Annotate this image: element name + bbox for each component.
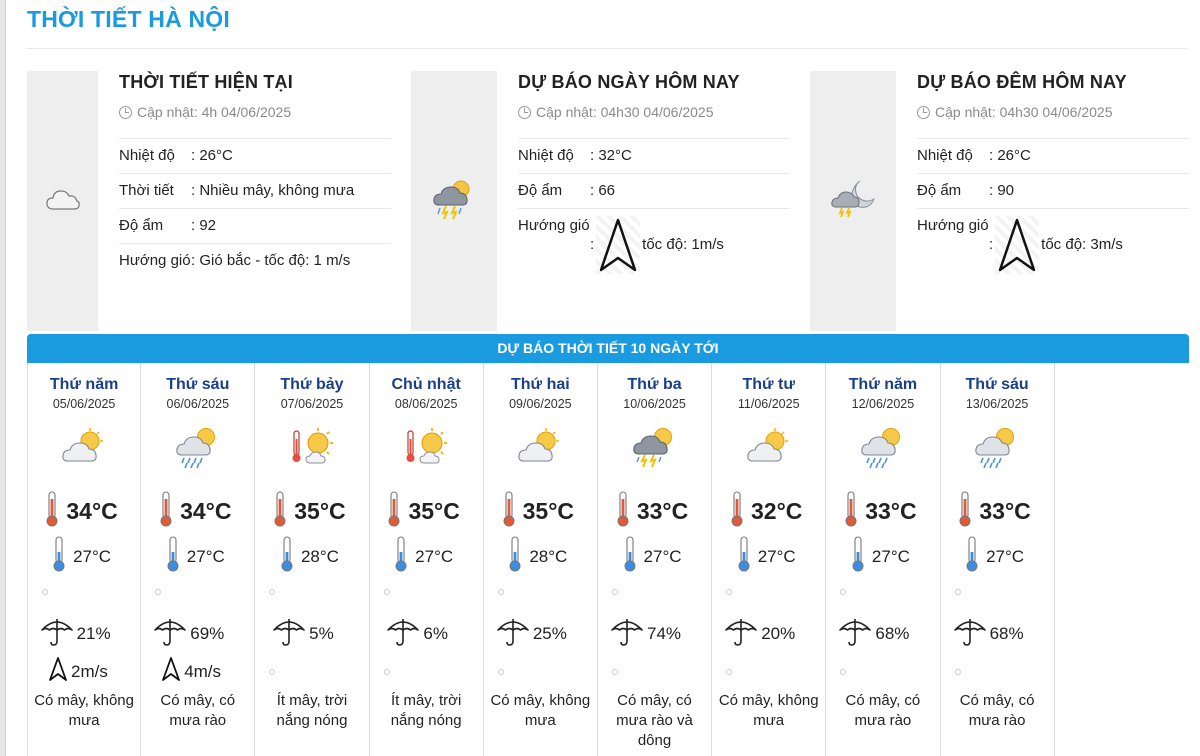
forecast-day — [370, 363, 484, 756]
day-date: 12/06/2025 — [851, 397, 915, 411]
partly-cloudy-sun-icon — [516, 427, 564, 472]
day-name: Thứ sáu — [166, 376, 230, 393]
thermometer-high-icon — [617, 491, 629, 532]
info-row-temperature — [518, 139, 790, 174]
card-title: DỰ BÁO NGÀY HÔM NAY — [518, 72, 740, 92]
weather-description: Có mây, có mưa rào — [845, 692, 921, 729]
card-title: THỜI TIẾT HIỆN TẠI — [119, 72, 293, 92]
umbrella-icon — [496, 616, 530, 651]
bullet-dot — [726, 669, 732, 675]
weather-description: Có mây, có mưa rào — [959, 692, 1035, 729]
forecast-day — [255, 363, 369, 756]
temp-low: 27°C — [643, 546, 682, 566]
wind-colon: : — [590, 236, 595, 253]
weather-description: Ít mây, trời nắng nóng — [390, 692, 462, 729]
rain-chance: 21% — [76, 623, 111, 643]
info-value: : 32°C — [590, 147, 632, 164]
umbrella-icon — [838, 616, 872, 651]
temp-low: 27°C — [73, 546, 112, 566]
info-key: Độ ẩm — [917, 182, 962, 199]
temp-low: 27°C — [186, 546, 225, 566]
wind-direction-arrow-icon — [995, 216, 1039, 274]
info-value: : 92 — [191, 217, 217, 234]
info-value: : 90 — [989, 182, 1015, 199]
page-title: THỜI TIẾT HÀ NỘI — [27, 6, 230, 32]
card-icon-box — [27, 71, 98, 331]
title-divider — [27, 48, 1188, 49]
thermometer-high-icon — [959, 491, 971, 532]
update-line — [917, 104, 1187, 120]
bullet-dot — [955, 589, 961, 595]
partly-cloudy-sun-icon — [745, 427, 793, 472]
info-list — [119, 139, 389, 278]
rain-chance: 68% — [875, 623, 910, 643]
info-row-wind — [518, 209, 790, 281]
info-key: Độ ẩm — [119, 217, 164, 234]
info-row-wind — [917, 209, 1189, 281]
day-name: Thứ năm — [49, 376, 119, 393]
bullet-dot — [612, 669, 618, 675]
info-key: Nhiệt độ — [518, 147, 574, 164]
umbrella-icon — [40, 616, 74, 651]
temp-high: 35°C — [408, 498, 460, 524]
thermometer-high-icon — [160, 491, 172, 532]
umbrella-icon — [610, 616, 644, 651]
forecast-day — [484, 363, 598, 756]
rain-chance: 5% — [309, 623, 334, 643]
card-body — [518, 71, 788, 281]
day-date: 06/06/2025 — [166, 397, 230, 411]
forecast-day — [27, 363, 141, 756]
weather-description: Có mây, có mưa rào và dông — [616, 692, 693, 749]
cloud-icon — [45, 185, 81, 218]
day-date: 07/06/2025 — [280, 397, 344, 411]
card-body — [119, 71, 389, 278]
forecast-day — [941, 363, 1055, 756]
day-date: 11/06/2025 — [737, 397, 800, 411]
info-list — [917, 139, 1187, 281]
bullet-dot — [840, 589, 846, 595]
thermometer-high-icon — [845, 491, 857, 532]
day-name: Thứ tư — [742, 376, 795, 393]
info-row-humidity — [119, 209, 391, 244]
thermometer-low-icon — [53, 536, 65, 577]
rain-shower-sun-icon — [859, 425, 907, 474]
temp-high: 32°C — [751, 498, 803, 524]
info-row-humidity — [917, 174, 1189, 209]
thermometer-low-icon — [167, 536, 179, 577]
thermometer-high-icon — [731, 491, 743, 532]
bullet-dot — [42, 589, 48, 595]
info-key: Thời tiết — [119, 182, 174, 199]
wind-speed: tốc độ: 1m/s — [642, 236, 724, 253]
bullet-dot — [384, 589, 390, 595]
forecast-banner: DỰ BÁO THỜI TIẾT 10 NGÀY TỚI — [27, 334, 1189, 363]
wind-speed: 4m/s — [184, 661, 222, 681]
info-key: Độ ẩm — [518, 182, 563, 199]
day-name: Thứ sáu — [965, 376, 1029, 393]
day-name: Thứ ba — [627, 376, 682, 393]
rain-chance: 69% — [190, 623, 225, 643]
umbrella-icon — [724, 616, 758, 651]
temp-high: 33°C — [979, 498, 1031, 524]
info-row-humidity — [518, 174, 790, 209]
day-date: 10/06/2025 — [623, 397, 686, 411]
info-value: : 26°C — [191, 147, 233, 164]
update-text: Cập nhật: 04h30 04/06/2025 — [935, 104, 1113, 120]
thermometer-high-icon — [388, 491, 400, 532]
info-key: Nhiệt độ — [119, 147, 175, 164]
card-title: DỰ BÁO ĐÊM HÔM NAY — [917, 72, 1127, 92]
forecast-day — [712, 363, 826, 756]
weather-description: Ít mây, trời nắng nóng — [276, 692, 348, 729]
thermometer-high-icon — [503, 491, 515, 532]
bullet-dot — [726, 589, 732, 595]
wind-value — [989, 216, 1123, 274]
info-row-temperature — [917, 139, 1189, 174]
thermometer-low-icon — [738, 536, 750, 577]
thermometer-high-icon — [274, 491, 286, 532]
bullet-dot — [840, 669, 846, 675]
thermometer-low-icon — [509, 536, 521, 577]
temp-low: 27°C — [757, 546, 796, 566]
temp-high: 34°C — [66, 498, 118, 524]
card-icon-box — [411, 71, 497, 331]
info-value: : 26°C — [989, 147, 1031, 164]
weather-description: Có mây, có mưa rào — [160, 692, 236, 729]
umbrella-icon — [153, 616, 187, 651]
clock-icon — [917, 106, 930, 119]
temp-high: 34°C — [180, 498, 232, 524]
info-list — [518, 139, 788, 281]
umbrella-icon — [953, 616, 987, 651]
wind-speed: 2m/s — [71, 661, 108, 681]
weather-description: Có mây, không mưa — [718, 692, 819, 729]
wind-arrow-icon — [161, 656, 181, 687]
wind-value — [590, 216, 724, 274]
left-border — [0, 0, 6, 756]
bullet-dot — [155, 589, 161, 595]
clock-icon — [119, 106, 132, 119]
temp-low: 27°C — [986, 546, 1025, 566]
umbrella-icon — [272, 616, 306, 651]
card-icon-box — [810, 71, 896, 331]
thermometer-low-icon — [624, 536, 636, 577]
wind-colon: : — [989, 236, 994, 253]
thermometer-low-icon — [281, 536, 293, 577]
today-forecast-card — [411, 71, 791, 331]
info-value: : Nhiều mây, không mưa — [191, 182, 355, 199]
temp-high: 33°C — [636, 498, 689, 524]
thermometer-low-icon — [395, 536, 407, 577]
forecast-day — [826, 363, 940, 756]
rain-shower-sun-icon — [174, 425, 222, 474]
partly-cloudy-sun-icon — [60, 427, 108, 472]
day-date: 13/06/2025 — [965, 397, 1029, 411]
update-text: Cập nhật: 04h30 04/06/2025 — [536, 104, 714, 120]
temp-high: 35°C — [522, 498, 575, 524]
bullet-dot — [269, 669, 275, 675]
info-value: : 66 — [590, 182, 616, 199]
info-row-wind — [119, 244, 391, 278]
update-line — [518, 104, 788, 120]
hot-sun-icon — [288, 427, 336, 472]
card-body — [917, 71, 1187, 281]
day-name: Chủ nhật — [391, 376, 461, 393]
rain-chance: 25% — [532, 623, 567, 643]
day-name: Thứ hai — [510, 376, 570, 393]
thunderstorm-moon-icon — [830, 177, 876, 226]
bullet-dot — [384, 669, 390, 675]
bullet-dot — [498, 669, 504, 675]
update-text: Cập nhật: 4h 04/06/2025 — [137, 104, 292, 120]
temp-low: 27°C — [871, 546, 910, 566]
current-weather-card — [27, 71, 399, 331]
rain-chance: 68% — [989, 623, 1024, 643]
bullet-dot — [269, 589, 275, 595]
day-name: Thứ năm — [848, 376, 918, 393]
weather-description: Có mây, không mưa — [490, 692, 591, 729]
thermometer-low-icon — [966, 536, 978, 577]
wind-speed: tốc độ: 3m/s — [1041, 236, 1123, 253]
info-value: : Gió bắc - tốc độ: 1 m/s — [191, 252, 351, 269]
rain-chance: 74% — [647, 623, 682, 643]
rain-chance: 20% — [761, 623, 796, 643]
wind-direction-arrow-icon — [596, 216, 640, 274]
temp-low: 27°C — [415, 546, 454, 566]
info-key: Hướng gió — [917, 217, 989, 234]
day-date: 05/06/2025 — [52, 397, 116, 411]
info-row-weather — [119, 174, 391, 209]
day-date: 08/06/2025 — [394, 397, 458, 411]
weather-description: Có mây, không mưa — [34, 692, 134, 729]
temp-low: 28°C — [300, 546, 339, 566]
bullet-dot — [498, 589, 504, 595]
info-row-temperature — [119, 139, 391, 174]
bullet-dot — [955, 669, 961, 675]
info-key: Nhiệt độ — [917, 147, 973, 164]
temp-high: 35°C — [294, 498, 346, 524]
thunderstorm-sun-icon — [431, 177, 477, 226]
forecast-grid — [27, 363, 1055, 756]
rain-shower-sun-icon — [973, 425, 1021, 474]
forecast-day — [141, 363, 255, 756]
temp-high: 33°C — [865, 498, 917, 524]
clock-icon — [518, 106, 531, 119]
day-name: Thứ bảy — [280, 376, 344, 393]
thunderstorm-sun-icon — [631, 425, 679, 474]
update-line — [119, 104, 389, 120]
hot-sun-icon — [402, 427, 450, 472]
wind-arrow-icon — [48, 656, 68, 687]
umbrella-icon — [386, 616, 420, 651]
day-date: 09/06/2025 — [509, 397, 572, 411]
rain-chance: 6% — [423, 623, 448, 643]
temp-low: 28°C — [529, 546, 568, 566]
info-key: Hướng gió — [518, 217, 590, 234]
bullet-dot — [612, 589, 618, 595]
thermometer-low-icon — [852, 536, 864, 577]
forecast-day — [598, 363, 712, 756]
info-key: Hướng gió — [119, 252, 191, 269]
thermometer-high-icon — [46, 491, 58, 532]
tonight-forecast-card — [810, 71, 1190, 331]
